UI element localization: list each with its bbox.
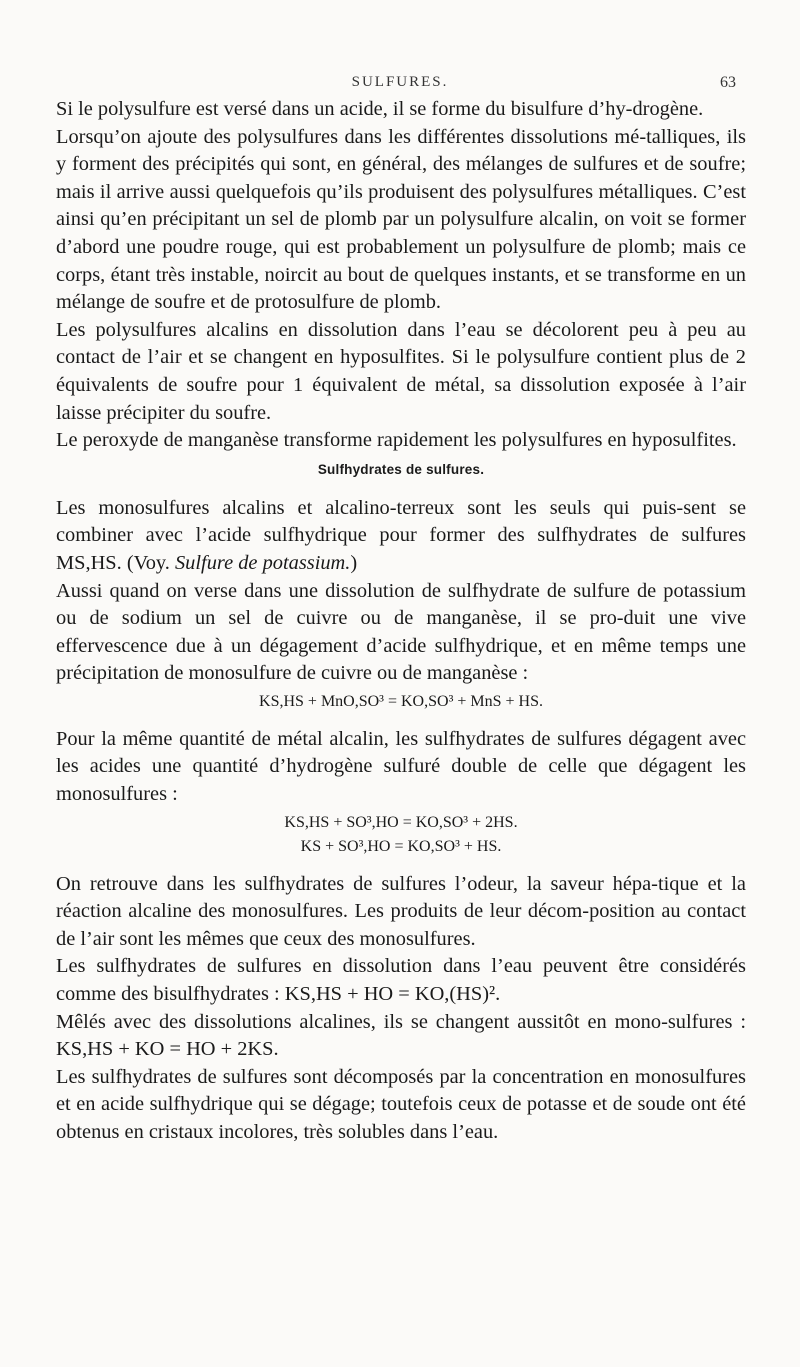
body-text	[56, 96, 746, 1147]
paragraph-concentration: Les sulfhydrates de sulfures sont décomposés par la concentration en monosulfures et en acide sulfhydrique qui se dégage; toutefois ceux de potasse et de soude ont été obtenus en cristaux incolores, très solubles dans l’eau.	[56, 1065, 746, 1143]
running-title: SULFURES.	[351, 74, 449, 90]
cross-reference: Sulfure de potassium.	[174, 551, 351, 574]
section-heading: Sulfhydrates de sulfures.	[317, 461, 485, 477]
formula-sulfhydrate-acide: KS,HS + SO³,HO = KO,SO³ + 2HS.	[284, 813, 518, 831]
page-number: 63	[720, 74, 736, 91]
formula-monosulfure-acide: KS + SO³,HO = KO,SO³ + HS.	[300, 837, 502, 855]
paragraph-polysulfure-acide: Si le polysulfure est versé dans un acide, il se forme du bisulfure d’hy-drogène.	[56, 98, 704, 120]
paragraph-monosulfures-alcalins	[56, 495, 746, 578]
paragraph-effervescence: Aussi quand on verse dans une dissolution de sulfhydrate de sulfure de potassium ou de sodium un sel de cuivre ou de manganèse, il se pro-duit une vive effervescence due à un dégagement d’acide sulfhydrique, et en même temps une précipitation de monosulfure de cuivre ou de manganèse :	[56, 579, 746, 685]
paragraph-odeur-saveur: On retrouve dans les sulfhydrates de sulfures l’odeur, la saveur hépa-tique et la réaction alcaline des monosulfures. Les produits de leur décom-position au contact de l’air sont les mêmes que ceux des monosulfures.	[56, 872, 746, 950]
paragraph-bisulfhydrates: Les sulfhydrates de sulfures en dissolution dans l’eau peuvent être considérés comme des bisulfhydrates : KS,HS + HO = KO,(HS)².	[56, 955, 746, 1006]
formula-manganese: KS,HS + MnO,SO³ = KO,SO³ + MnS + HS.	[259, 692, 543, 710]
paragraph-peroxyde-manganese: Le peroxyde de manganèse transforme rapidement les polysulfures en hyposulfites.	[56, 429, 737, 452]
paragraph-dissolutions-alcalines: Mêlés avec des dissolutions alcalines, ils se changent aussitôt en mono-sulfures : KS,HS + KO = HO + 2KS.	[56, 1010, 746, 1061]
paragraph-hydrogene-sulfure: Pour la même quantité de métal alcalin, les sulfhydrates de sulfures dégagent avec les acides une quantité d’hydrogène sulfuré double de celle que dégagent les monosulfures :	[56, 727, 746, 806]
text-segment: Les monosulfures alcalins et alcalino-terreux sont les seuls qui puis-sent se combiner avec l’acide sulfhydrique pour former des sulfhydrates de sulfures MS,HS. (Voy.	[56, 496, 746, 574]
running-head	[0, 74, 800, 98]
paragraph-dissolutions-metalliques: Lorsqu’on ajoute des polysulfures dans les différentes dissolutions mé-talliques, ils y forment des précipités qui sont, en général, des mélanges de sulfures et de soufre; mais il arrive aussi quelquefois qu’ils produisent des polysulfures métalliques. C’est ainsi qu’en précipitant un sel de plomb par un polysulfure alcalin, on voit se former d’abord une poudre rouge, qui est probablement un polysulfure de plomb; mais ce corps, étant très instable, noircit au bout de quelques instants, et se transforme en un mélange de soufre et de protosulfure de plomb.	[56, 125, 746, 314]
paragraph-decoloration: Les polysulfures alcalins en dissolution dans l’eau se décolorent peu à peu au contact de l’air et se changent en hyposulfites. Si le polysulfure contient plus de 2 équivalents de soufre pour 1 équivalent de métal, sa dissolution exposée à l’air laisse précipiter du soufre.	[56, 318, 746, 424]
text-segment: )	[350, 551, 358, 574]
